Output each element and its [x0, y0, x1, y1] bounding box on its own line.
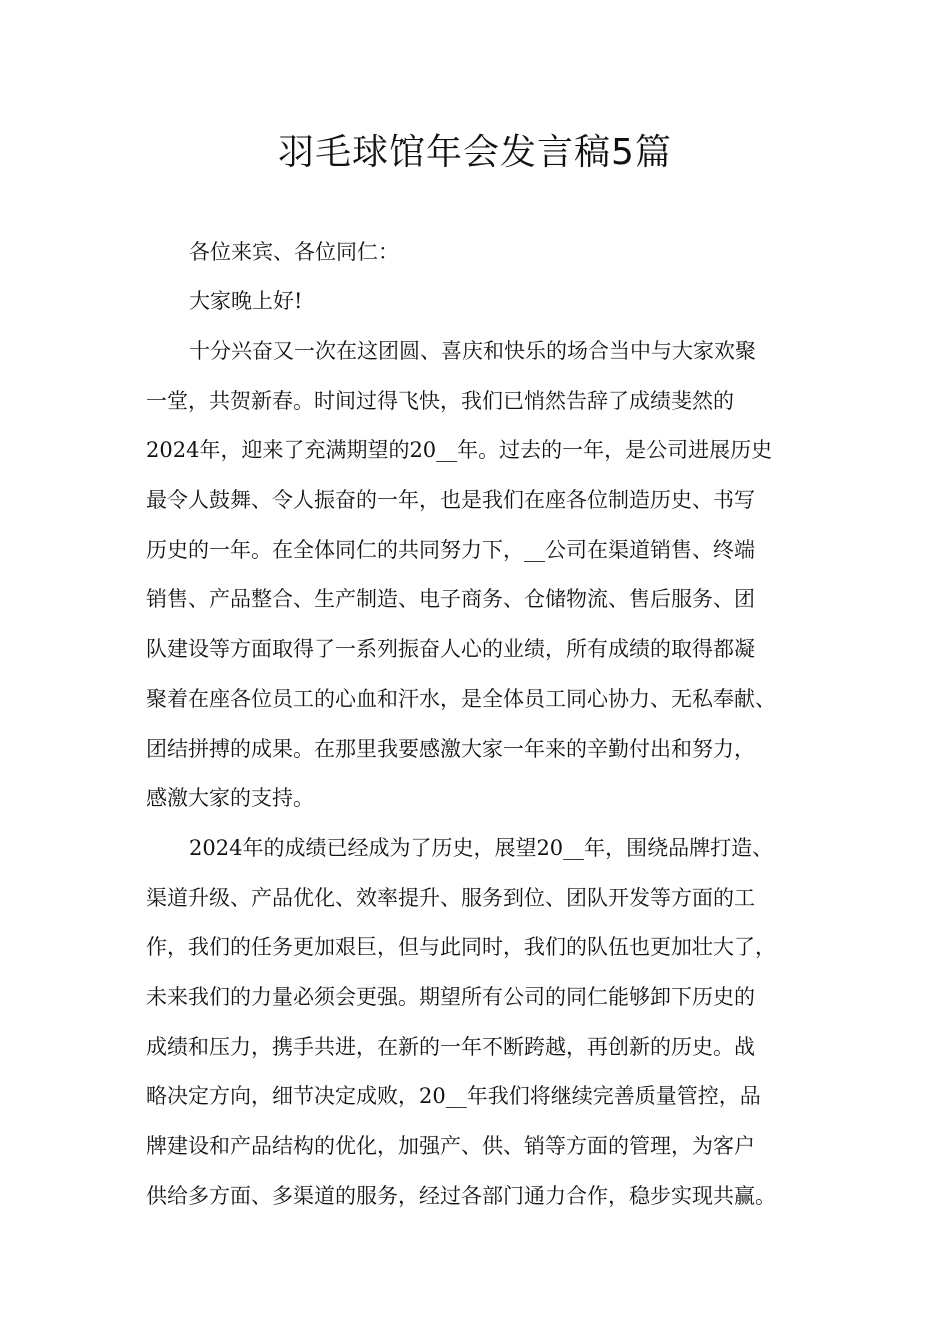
paragraph-1-line-8: 聚着在座各位员工的心血和汗水，是全体员工同心协力、无私奉献、	[146, 687, 776, 711]
salutation-line: 各位来宾、各位同仁：	[189, 240, 399, 264]
paragraph-1-line-9: 团结拼搏的成果。在那里我要感激大家一年来的辛勤付出和努力，	[146, 737, 755, 761]
greeting-line: 大家晚上好!	[189, 289, 303, 313]
paragraph-1-line-3: 2024年，迎来了充满期望的20__年。过去的一年，是公司进展历史	[146, 438, 773, 462]
paragraph-1-line-10: 感激大家的支持。	[146, 786, 314, 810]
paragraph-2-line-2: 渠道升级、产品优化、效率提升、服务到位、团队开发等方面的工	[146, 886, 755, 910]
paragraph-2-line-6: 略决定方向，细节决定成败，20__年我们将继续完善质量管控，品	[146, 1084, 761, 1108]
paragraph-2-line-7: 牌建设和产品结构的优化，加强产、供、销等方面的管理，为客户	[146, 1134, 755, 1158]
paragraph-2-line-1: 2024年的成绩已经成为了历史，展望20__年，围绕品牌打造、	[189, 836, 774, 860]
paragraph-1-line-6: 销售、产品整合、生产制造、电子商务、仓储物流、售后服务、团	[146, 587, 755, 611]
paragraph-2-line-8: 供给多方面、多渠道的服务，经过各部门通力合作，稳步实现共赢。	[146, 1184, 776, 1208]
paragraph-1-line-7: 队建设等方面取得了一系列振奋人心的业绩，所有成绩的取得都凝	[146, 637, 755, 661]
paragraph-2-line-4: 未来我们的力量必须会更强。期望所有公司的同仁能够卸下历史的	[146, 985, 755, 1009]
paragraph-2-line-5: 成绩和压力，携手共进，在新的一年不断跨越，再创新的历史。战	[146, 1035, 755, 1059]
paragraph-1-line-5: 历史的一年。在全体同仁的共同努力下，__公司在渠道销售、终端	[146, 538, 755, 562]
paragraph-1-line-2: 一堂，共贺新春。时间过得飞快，我们已悄然告辞了成绩斐然的	[146, 389, 734, 413]
paragraph-1-line-1: 十分兴奋又一次在这团圆、喜庆和快乐的场合当中与大家欢聚	[189, 339, 756, 363]
paragraph-1-line-4: 最令人鼓舞、令人振奋的一年，也是我们在座各位制造历史、书写	[146, 488, 755, 512]
paragraph-2-line-3: 作，我们的任务更加艰巨，但与此同时，我们的队伍也更加壮大了，	[146, 935, 776, 959]
document-title: 羽毛球馆年会发言稿5篇	[278, 132, 672, 173]
